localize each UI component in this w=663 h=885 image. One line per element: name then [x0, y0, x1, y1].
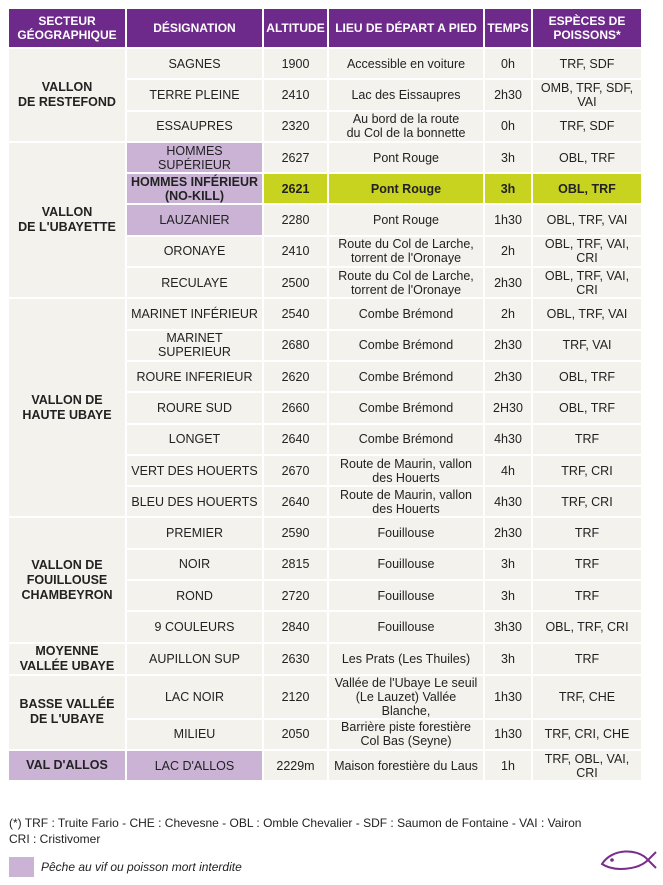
time-cell: 0h — [484, 48, 532, 79]
header-start: LIEU DE DÉPART A PIED — [328, 8, 484, 48]
time-cell: 2h30 — [484, 361, 532, 392]
time-cell: 3h — [484, 580, 532, 611]
header-altitude: ALTITUDE — [263, 8, 328, 48]
designation-cell: MILIEU — [126, 719, 263, 750]
time-cell: 2h30 — [484, 79, 532, 110]
time-cell: 3h — [484, 643, 532, 675]
altitude-cell: 2720 — [263, 580, 328, 611]
designation-cell: ESSAUPRES — [126, 111, 263, 142]
start-cell: Combe Brémond — [328, 298, 484, 329]
altitude-cell: 2815 — [263, 549, 328, 580]
species-cell: TRF — [532, 424, 642, 455]
time-cell: 4h — [484, 455, 532, 486]
altitude-cell: 2627 — [263, 142, 328, 173]
designation-cell: PREMIER — [126, 517, 263, 548]
table-row — [8, 517, 642, 548]
altitude-cell: 2050 — [263, 719, 328, 750]
altitude-cell: 2840 — [263, 611, 328, 642]
time-cell: 1h — [484, 750, 532, 781]
altitude-cell: 2670 — [263, 455, 328, 486]
altitude-cell: 2500 — [263, 267, 328, 298]
start-cell: Lac des Eissaupres — [328, 79, 484, 110]
time-cell: 2h30 — [484, 330, 532, 361]
time-cell: 4h30 — [484, 486, 532, 517]
time-cell: 3h30 — [484, 611, 532, 642]
start-cell: Pont Rouge — [328, 142, 484, 173]
designation-cell: 9 COULEURS — [126, 611, 263, 642]
sector-cell-val-d-allos: VAL D'ALLOS — [8, 750, 126, 781]
species-cell: TRF, SDF — [532, 111, 642, 142]
start-cell: Route de Maurin, vallon des Houerts — [328, 486, 484, 517]
designation-cell: BLEU DES HOUERTS — [126, 486, 263, 517]
start-cell: Fouillouse — [328, 580, 484, 611]
start-cell: Accessible en voiture — [328, 48, 484, 79]
time-cell: 3h — [484, 549, 532, 580]
start-cell: Combe Brémond — [328, 392, 484, 423]
species-cell: OBL, TRF, VAI — [532, 204, 642, 235]
start-cell: Pont Rouge — [328, 204, 484, 235]
start-cell: Fouillouse — [328, 549, 484, 580]
designation-cell: HOMMES SUPÉRIEUR — [126, 142, 263, 173]
time-cell: 1h30 — [484, 204, 532, 235]
altitude-cell: 2620 — [263, 361, 328, 392]
time-cell: 3h — [484, 142, 532, 173]
legend-swatch — [9, 857, 34, 877]
designation-cell: TERRE PLEINE — [126, 79, 263, 110]
designation-cell: ROURE SUD — [126, 392, 263, 423]
start-cell: Au bord de la route du Col de la bonnette — [328, 111, 484, 142]
designation-cell: NOIR — [126, 549, 263, 580]
altitude-cell: 2640 — [263, 424, 328, 455]
altitude-cell: 2410 — [263, 79, 328, 110]
table-row — [8, 48, 642, 79]
altitude-cell: 2630 — [263, 643, 328, 675]
sector-cell-vallon-de-fouillouse-chambeyron: VALLON DE FOUILLOUSE CHAMBEYRON — [8, 517, 126, 642]
designation-cell: MARINET SUPERIEUR — [126, 330, 263, 361]
species-cell: OBL, TRF, CRI — [532, 611, 642, 642]
table-row — [8, 298, 642, 329]
species-cell: TRF, VAI — [532, 330, 642, 361]
table-header — [8, 8, 642, 48]
altitude-cell: 2540 — [263, 298, 328, 329]
lakes-table-container — [7, 7, 641, 782]
time-cell: 2h — [484, 236, 532, 267]
time-cell: 1h30 — [484, 719, 532, 750]
table-row — [8, 142, 642, 173]
header-row — [8, 8, 642, 48]
species-cell: OBL, TRF, VAI, CRI — [532, 267, 642, 298]
species-cell: OBL, TRF, VAI — [532, 298, 642, 329]
time-cell: 3h — [484, 173, 532, 204]
table-row — [8, 675, 642, 719]
time-cell: 2H30 — [484, 392, 532, 423]
start-cell: Combe Brémond — [328, 424, 484, 455]
start-cell: Route de Maurin, vallon des Houerts — [328, 455, 484, 486]
altitude-cell: 2410 — [263, 236, 328, 267]
altitude-cell: 1900 — [263, 48, 328, 79]
start-cell: Combe Brémond — [328, 361, 484, 392]
start-cell: Pont Rouge — [328, 173, 484, 204]
fish-logo-icon — [598, 840, 658, 880]
species-cell: TRF, CHE — [532, 675, 642, 719]
start-cell: Fouillouse — [328, 517, 484, 548]
species-cell: TRF, CRI, CHE — [532, 719, 642, 750]
altitude-cell: 2229m — [263, 750, 328, 781]
designation-cell: ORONAYE — [126, 236, 263, 267]
designation-cell: RECULAYE — [126, 267, 263, 298]
designation-cell: LONGET — [126, 424, 263, 455]
time-cell: 1h30 — [484, 675, 532, 719]
altitude-cell: 2640 — [263, 486, 328, 517]
species-cell: TRF — [532, 643, 642, 675]
sector-cell-vallon-de-haute-ubaye: VALLON DE HAUTE UBAYE — [8, 298, 126, 517]
lakes-table — [7, 7, 643, 782]
sector-cell-moyenne-vallee-ubaye: MOYENNE VALLÉE UBAYE — [8, 643, 126, 675]
designation-cell: SAGNES — [126, 48, 263, 79]
designation-cell: MARINET INFÉRIEUR — [126, 298, 263, 329]
species-cell: OBL, TRF — [532, 361, 642, 392]
legend-text: Pêche au vif ou poisson mort interdite — [41, 860, 242, 874]
start-cell: Les Prats (Les Thuiles) — [328, 643, 484, 675]
start-cell: Route du Col de Larche, torrent de l'Oronaye — [328, 267, 484, 298]
time-cell: 2h30 — [484, 517, 532, 548]
start-cell: Route du Col de Larche, torrent de l'Oronaye — [328, 236, 484, 267]
designation-cell: ROURE INFERIEUR — [126, 361, 263, 392]
designation-cell: LAC D'ALLOS — [126, 750, 263, 781]
header-designation: DÉSIGNATION — [126, 8, 263, 48]
altitude-cell: 2280 — [263, 204, 328, 235]
legend — [9, 857, 242, 877]
species-cell: TRF — [532, 549, 642, 580]
altitude-cell: 2120 — [263, 675, 328, 719]
designation-cell: ROND — [126, 580, 263, 611]
altitude-cell: 2320 — [263, 111, 328, 142]
designation-cell: HOMMES INFÉRIEUR (NO-KILL) — [126, 173, 263, 204]
sector-cell-vallon-de-restefond: VALLON DE RESTEFOND — [8, 48, 126, 142]
start-cell: Fouillouse — [328, 611, 484, 642]
start-cell: Barrière piste forestière Col Bas (Seyne) — [328, 719, 484, 750]
header-time: TEMPS — [484, 8, 532, 48]
start-cell: Combe Brémond — [328, 330, 484, 361]
designation-cell: LAUZANIER — [126, 204, 263, 235]
start-cell: Vallée de l'Ubaye Le seuil (Le Lauzet) Vallée Blanche, — [328, 675, 484, 719]
header-sector: SECTEUR GÉOGRAPHIQUE — [8, 8, 126, 48]
species-cell: OBL, TRF — [532, 142, 642, 173]
table-row — [8, 643, 642, 675]
species-cell: TRF — [532, 580, 642, 611]
altitude-cell: 2680 — [263, 330, 328, 361]
species-cell: TRF, OBL, VAI, CRI — [532, 750, 642, 781]
sector-cell-basse-vallee-de-l-ubaye: BASSE VALLÉE DE L'UBAYE — [8, 675, 126, 750]
designation-cell: AUPILLON SUP — [126, 643, 263, 675]
species-cell: OBL, TRF, VAI, CRI — [532, 236, 642, 267]
designation-cell: LAC NOIR — [126, 675, 263, 719]
species-cell: TRF, SDF — [532, 48, 642, 79]
altitude-cell: 2590 — [263, 517, 328, 548]
species-cell: TRF, CRI — [532, 455, 642, 486]
time-cell: 0h — [484, 111, 532, 142]
designation-cell: VERT DES HOUERTS — [126, 455, 263, 486]
table-body — [8, 48, 642, 781]
species-cell: OBL, TRF — [532, 173, 642, 204]
species-cell: TRF — [532, 517, 642, 548]
sector-cell-vallon-de-l-ubayette: VALLON DE L'UBAYETTE — [8, 142, 126, 298]
time-cell: 4h30 — [484, 424, 532, 455]
altitude-cell: 2621 — [263, 173, 328, 204]
altitude-cell: 2660 — [263, 392, 328, 423]
start-cell: Maison forestière du Laus — [328, 750, 484, 781]
table-row — [8, 750, 642, 781]
species-cell: OMB, TRF, SDF, VAI — [532, 79, 642, 110]
species-cell: OBL, TRF — [532, 392, 642, 423]
species-cell: TRF, CRI — [532, 486, 642, 517]
species-footnote: (*) TRF : Truite Fario - CHE : Chevesne - OBL : Omble Chevalier - SDF : Saumon de Fontaine - VAI : Vairon CRI : Cristivomer — [9, 816, 582, 846]
time-cell: 2h30 — [484, 267, 532, 298]
header-species: ESPÈCES DE POISSONS* — [532, 8, 642, 48]
time-cell: 2h — [484, 298, 532, 329]
